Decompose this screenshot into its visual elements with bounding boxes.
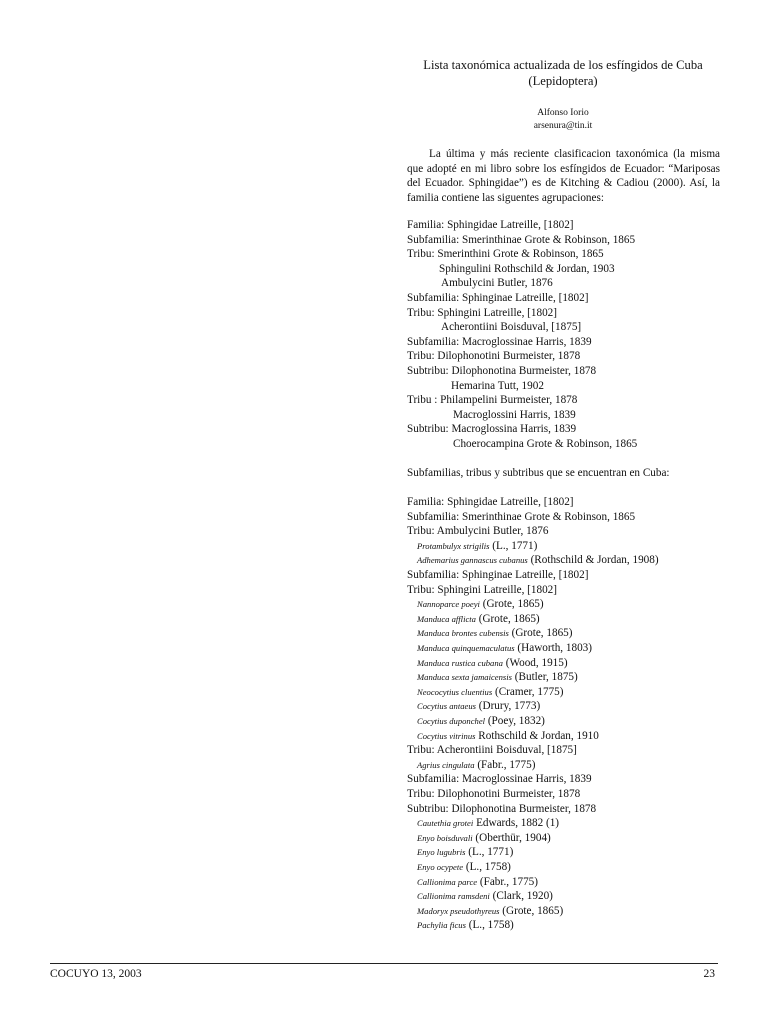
classification-line: Tribu: Dilophonotini Burmeister, 1878 [407, 350, 581, 363]
classification-line: Tribu : Philampelini Burmeister, 1878 [407, 394, 578, 407]
classification-line: Acherontiini Boisduval, [1875] [441, 321, 582, 334]
species-entry [417, 758, 535, 772]
species-name: Enyo boisduvali [417, 832, 473, 843]
species-name: Manduca brontes cubensis [417, 628, 509, 639]
taxon-rank-line: Subfamilia: Smerinthinae Grote & Robinson, 1865 [407, 510, 636, 523]
species-entry [417, 597, 544, 611]
taxon-rank-line: Tribu: Ambulycini Butler, 1876 [407, 525, 549, 538]
footer-rule [50, 963, 718, 964]
species-name: Manduca rustica cubana [417, 657, 503, 668]
species-authority: (Fabr., 1775) [477, 758, 536, 771]
footer-page-number: 23 [703, 968, 715, 980]
species-authority: Edwards, 1882 (1) [476, 817, 560, 830]
species-entry [417, 816, 559, 830]
species-authority: (Grote, 1865) [511, 627, 573, 640]
species-entry [417, 831, 551, 845]
species-entry [417, 889, 553, 903]
species-entry [417, 641, 592, 655]
author-name: Alfonso Iorio [537, 108, 589, 118]
classification-line: Macroglossini Harris, 1839 [453, 408, 576, 421]
species-authority: (Clark, 1920) [492, 890, 553, 903]
species-entry [417, 626, 573, 640]
species-name: Cocytius duponchel [417, 716, 486, 726]
species-name: Nannoparce poeyi [417, 599, 480, 610]
taxon-rank-line: Familia: Sphingidae Latreille, [1802] [407, 496, 574, 508]
author-block [407, 107, 719, 133]
taxon-rank-line: Subfamilia: Sphinginae Latreille, [1802] [407, 569, 589, 581]
species-name: Cocytius antaeus [417, 701, 476, 712]
species-name: Cautethia grotei [417, 818, 474, 829]
species-name: Enyo ocypete [417, 862, 464, 872]
taxon-rank-line: Tribu: Acherontiini Boisduval, [1875] [407, 744, 577, 757]
species-entry [417, 875, 538, 889]
species-name: Adhemarius gannascus cubanus [417, 555, 528, 566]
species-authority: (Butler, 1875) [514, 671, 578, 684]
species-authority: (Oberthür, 1904) [475, 831, 551, 844]
classification-line: Sphingulini Rothschild & Jordan, 1903 [439, 262, 615, 275]
intro-paragraph: La última y más reciente clasificacion taxonómica (la misma que adopté en mi libro sobre los esfíngidos de Ecuador: “Mariposas del Ecuador. Sphingidae”) es de Kitching & Cadiou (2000). Así, la familia contiene las siguentes agrupaciones: [407, 148, 720, 204]
species-authority: (L., 1771) [468, 846, 514, 859]
species-entry [417, 612, 540, 626]
species-authority: Rothschild & Jordan, 1910 [478, 729, 599, 742]
species-entry [417, 553, 659, 567]
classification-line: Subfamilia: Macroglossinae Harris, 1839 [407, 335, 592, 348]
classification-line: Subtribu: Dilophonotina Burmeister, 1878 [407, 365, 597, 377]
species-name: Neococytius cluentius [417, 686, 493, 697]
paper-title: Lista taxonómica actualizada de los esfíngidos de Cuba (Lepidoptera) [423, 58, 703, 88]
species-authority: (Rothschild & Jordan, 1908) [530, 554, 659, 567]
species-authority: (Grote, 1865) [502, 904, 564, 917]
species-entry [417, 539, 537, 553]
taxon-rank-line: Tribu: Dilophonotini Burmeister, 1878 [407, 788, 581, 800]
species-authority: (L., 1758) [468, 919, 514, 932]
species-authority: (Grote, 1865) [482, 598, 544, 611]
species-name: Callionima ramsdeni [417, 891, 490, 902]
taxon-rank-line: Subfamilia: Macroglossinae Harris, 1839 [407, 773, 592, 786]
taxon-rank-line: Subtribu: Dilophonotina Burmeister, 1878 [407, 802, 597, 815]
classification-line: Subfamilia: Sphinginae Latreille, [1802] [407, 292, 589, 304]
species-name: Agrius cingulata [417, 759, 475, 770]
species-entry [417, 656, 568, 670]
classification-line: Tribu: Smerinthini Grote & Robinson, 1865 [407, 248, 604, 261]
cuba-heading: Subfamilias, tribus y subtribus que se encuentran en Cuba: [407, 467, 670, 479]
species-authority: (L., 1771) [492, 539, 538, 552]
species-entry [417, 670, 578, 684]
species-authority: (Drury, 1773) [478, 700, 541, 713]
species-name: Madoryx pseudothyreus [417, 905, 500, 916]
species-authority: (Haworth, 1803) [517, 642, 592, 654]
species-name: Enyo lugubris [417, 847, 466, 858]
species-authority: (Wood, 1915) [505, 656, 568, 669]
species-entry [417, 685, 564, 699]
classification-line: Subfamilia: Smerinthinae Grote & Robinson, 1865 [407, 233, 636, 246]
species-entry [417, 845, 513, 859]
classification-line: Choerocampina Grote & Robinson, 1865 [453, 438, 638, 450]
species-name: Manduca quinquemaculatus [417, 643, 515, 653]
classification-line: Familia: Sphingidae Latreille, [1802] [407, 219, 574, 231]
species-authority: (Cramer, 1775) [494, 685, 564, 698]
footer-journal: COCUYO 13, 2003 [50, 968, 142, 980]
species-authority: (Fabr., 1775) [479, 875, 538, 888]
classification-line: Hemarina Tutt, 1902 [451, 379, 544, 392]
species-name: Protambulyx strigilis [417, 540, 490, 551]
species-name: Manduca afflicta [417, 613, 476, 624]
taxon-rank-line: Tribu: Sphingini Latreille, [1802] [407, 583, 557, 596]
species-entry [417, 714, 545, 728]
species-name: Pachylia ficus [417, 920, 466, 931]
author-email: arsenura@tin.it [533, 121, 593, 131]
species-name: Callionima parce [417, 876, 478, 887]
classification-line: Ambulycini Butler, 1876 [441, 277, 553, 290]
species-authority: (Poey, 1832) [487, 715, 545, 727]
species-name: Manduca sexta jamaicensis [417, 672, 512, 683]
species-name: Cocytius vitrinus [417, 730, 476, 741]
classification-line: Subtribu: Macroglossina Harris, 1839 [407, 423, 577, 436]
species-entry [417, 904, 563, 918]
classification-line: Tribu: Sphingini Latreille, [1802] [407, 306, 557, 319]
species-entry [417, 699, 540, 713]
species-authority: (L., 1758) [465, 861, 511, 873]
species-authority: (Grote, 1865) [478, 612, 540, 625]
species-entry [417, 918, 514, 932]
species-entry [417, 729, 599, 743]
species-entry [417, 860, 511, 874]
